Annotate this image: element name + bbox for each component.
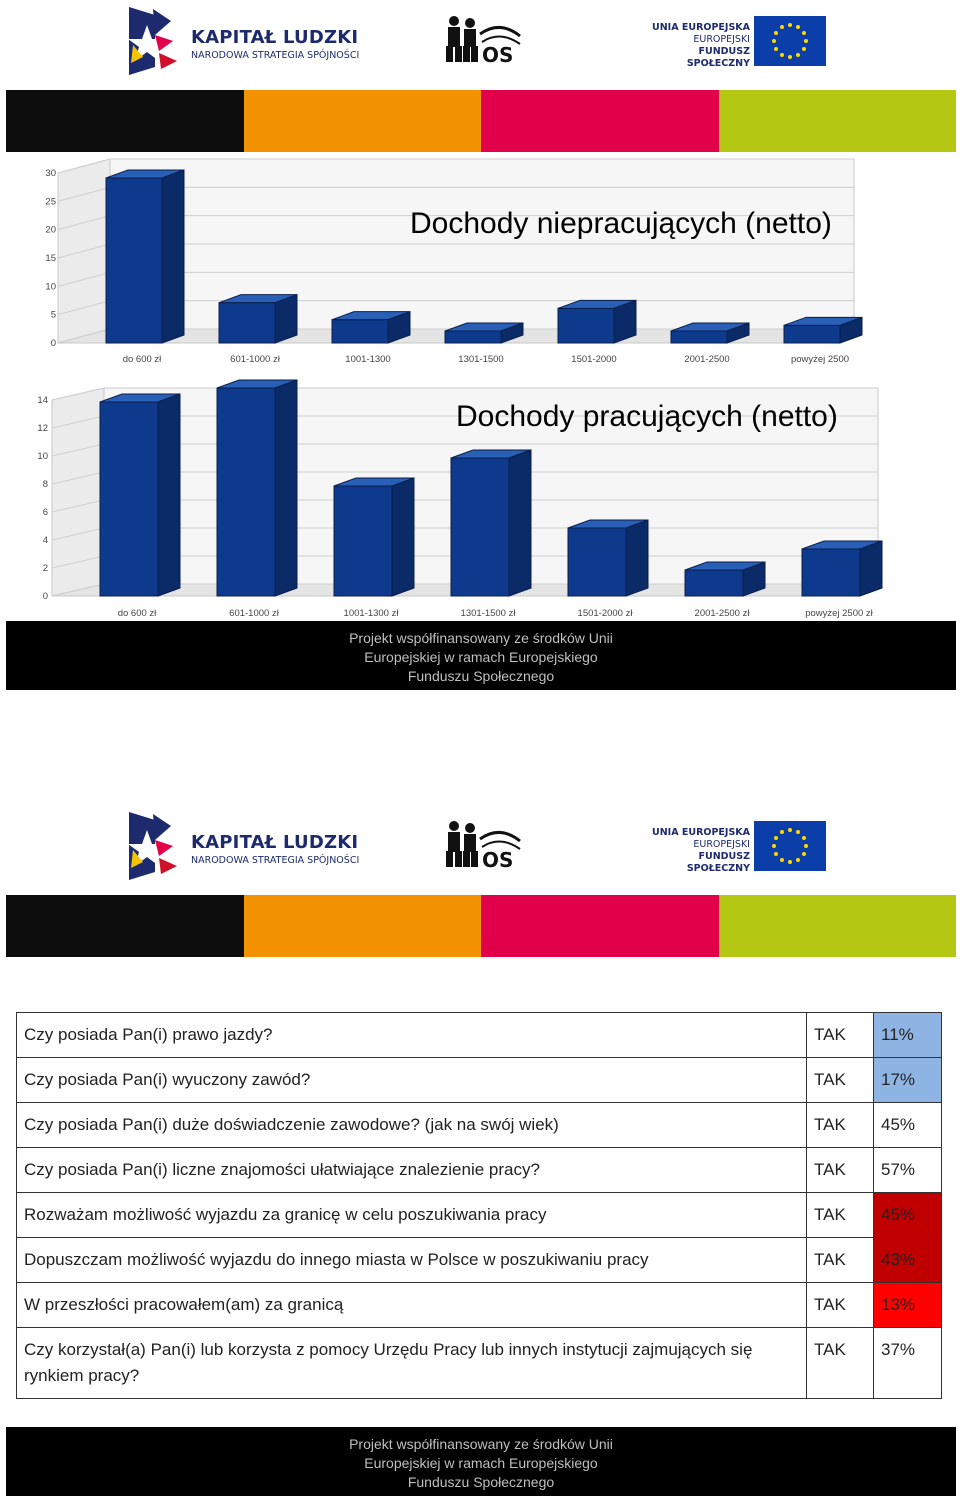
slide-income-charts xyxy=(0,0,960,700)
bar-side xyxy=(509,450,531,596)
footer-line3: Funduszu Społecznego xyxy=(407,668,555,684)
bar-front xyxy=(685,570,743,596)
question-cell: Rozważam możliwość wyjazdu za granicę w celu poszukiwania pracy xyxy=(17,1193,807,1238)
footer-line1: Projekt współfinansowany ze środków Unii xyxy=(349,630,613,646)
table-row xyxy=(17,1238,942,1283)
bar xyxy=(802,541,882,596)
bar xyxy=(332,312,410,343)
bar-front xyxy=(451,458,509,596)
table-row xyxy=(17,1013,942,1058)
y-tick-label: 10 xyxy=(37,451,48,462)
bar-front xyxy=(217,388,275,596)
bar xyxy=(451,450,531,596)
bar xyxy=(106,170,184,343)
survey-table xyxy=(16,1012,942,1399)
bar xyxy=(334,478,414,596)
answer-cell: TAK xyxy=(807,1328,874,1399)
x-tick-label: 1501-2000 xyxy=(571,354,617,365)
footer-line2: Europejskiej w ramach Europejskiego xyxy=(364,649,598,665)
y-tick-label: 25 xyxy=(45,196,56,208)
color-band xyxy=(6,895,956,957)
y-tick-label: 14 xyxy=(37,395,48,406)
bar-front xyxy=(219,303,275,343)
x-tick-label: 1301-1500 zł xyxy=(460,608,516,619)
answer-cell: TAK xyxy=(807,1193,874,1238)
question-cell: Czy posiada Pan(i) duże doświadczenie zawodowe? (jak na swój wiek) xyxy=(17,1103,807,1148)
bar xyxy=(568,520,648,596)
kapital-ludzki-logo xyxy=(125,810,365,882)
percent-cell: 57% xyxy=(874,1148,942,1193)
eu-text-line3: FUNDUSZ SPOŁECZNY xyxy=(686,851,750,874)
band-segment-2 xyxy=(244,895,482,957)
answer-cell: TAK xyxy=(807,1103,874,1148)
bar xyxy=(219,295,297,343)
bar-front xyxy=(100,402,158,596)
income-charts xyxy=(0,0,960,625)
bar-front xyxy=(784,325,840,343)
x-tick-label: do 600 zł xyxy=(122,354,162,365)
chart-title: Dochody niepracujących (netto) xyxy=(410,207,832,240)
bar-front xyxy=(558,308,614,343)
bar-side xyxy=(162,170,184,343)
bar-front xyxy=(445,331,501,343)
eu-text-line2: EUROPEJSKI xyxy=(693,34,750,45)
percent-cell: 11% xyxy=(874,1013,942,1058)
footer-line3: Funduszu Społecznego xyxy=(407,1474,555,1490)
bar-side xyxy=(614,300,636,343)
answer-cell: TAK xyxy=(807,1058,874,1103)
percent-cell: 13% xyxy=(874,1283,942,1328)
bar-front xyxy=(334,486,392,596)
eu-text-line1: UNIA EUROPEJSKA xyxy=(652,827,750,838)
table-row xyxy=(17,1103,942,1148)
table-row xyxy=(17,1283,942,1328)
band-segment-3 xyxy=(481,895,719,957)
bar-front xyxy=(332,320,388,343)
y-tick-label: 10 xyxy=(45,281,56,293)
y-tick-label: 2 xyxy=(42,563,48,574)
kapital-ludzki-title: KAPITAŁ LUDZKI xyxy=(191,27,359,48)
kapital-ludzki-subtitle: NARODOWA STRATEGIA SPÓJNOŚCI xyxy=(191,50,360,61)
question-cell: Czy korzystał(a) Pan(i) lub korzysta z pomocy Urzędu Pracy lub innych instytucji zajmujących się rynkiem pracy? xyxy=(17,1328,807,1399)
y-tick-label: 20 xyxy=(45,224,56,236)
x-tick-label: 601-1000 zł xyxy=(230,354,280,365)
table-row xyxy=(17,1148,942,1193)
svg-text:OS: OS xyxy=(482,848,514,871)
band-segment-4 xyxy=(719,895,957,957)
eu-text-line1: UNIA EUROPEJSKA xyxy=(652,22,750,33)
chart-non-working-income xyxy=(45,159,862,365)
footer-line1: Projekt współfinansowany ze środków Unii xyxy=(349,1436,613,1452)
footer-cofinancing xyxy=(6,621,956,690)
question-cell: Dopuszczam możliwość wyjazdu do innego miasta w Polsce w poszukiwaniu pracy xyxy=(17,1238,807,1283)
bar-side xyxy=(158,394,180,596)
bar-side xyxy=(392,478,414,596)
band-segment-1 xyxy=(6,895,244,957)
chart-title: Dochody pracujących (netto) xyxy=(456,400,838,433)
chart-working-income xyxy=(37,380,882,619)
x-tick-label: 1501-2000 zł xyxy=(577,608,633,619)
slide-survey-table xyxy=(0,805,960,1496)
bar-side xyxy=(275,295,297,343)
bar xyxy=(558,300,636,343)
eu-text-line2: EUROPEJSKI xyxy=(693,839,750,850)
bar xyxy=(217,380,297,596)
y-tick-label: 8 xyxy=(42,479,48,490)
bar-front xyxy=(671,331,727,343)
percent-cell: 17% xyxy=(874,1058,942,1103)
y-tick-label: 5 xyxy=(50,309,56,321)
footer-cofinancing xyxy=(6,1427,956,1496)
x-tick-label: 1001-1300 xyxy=(345,354,391,365)
bar xyxy=(685,562,765,596)
logo-row xyxy=(0,805,960,890)
answer-cell: TAK xyxy=(807,1283,874,1328)
x-tick-label: 2001-2500 xyxy=(684,354,730,365)
question-cell: Czy posiada Pan(i) prawo jazdy? xyxy=(17,1013,807,1058)
answer-cell: TAK xyxy=(807,1238,874,1283)
question-cell: W przeszłości pracowałem(am) za granicą xyxy=(17,1283,807,1328)
footer-line2: Europejskiej w ramach Europejskiego xyxy=(364,1455,598,1471)
bar-side xyxy=(860,541,882,596)
y-tick-label: 30 xyxy=(45,168,56,179)
y-tick-label: 6 xyxy=(42,507,48,518)
eu-flag-icon xyxy=(754,821,826,871)
y-tick-label: 0 xyxy=(50,338,56,349)
bar-side xyxy=(626,520,648,596)
mosir-emblem-icon xyxy=(440,817,524,871)
question-cell: Czy posiada Pan(i) wyuczony zawód? xyxy=(17,1058,807,1103)
percent-cell: 43% xyxy=(874,1238,942,1283)
eu-text-line3: FUNDUSZ SPOŁECZNY xyxy=(686,46,750,69)
bar xyxy=(100,394,180,596)
y-tick-label: 12 xyxy=(37,423,48,434)
question-cell: Czy posiada Pan(i) liczne znajomości ułatwiające znalezienie pracy? xyxy=(17,1148,807,1193)
x-tick-label: powyżej 2500 zł xyxy=(805,608,873,619)
answer-cell: TAK xyxy=(807,1148,874,1193)
x-tick-label: 1301-1500 xyxy=(458,354,504,365)
eu-efs-logo xyxy=(646,821,826,874)
x-tick-label: 2001-2500 zł xyxy=(694,608,750,619)
kapital-ludzki-subtitle: NARODOWA STRATEGIA SPÓJNOŚCI xyxy=(191,855,360,866)
kapital-ludzki-title: KAPITAŁ LUDZKI xyxy=(191,832,359,853)
y-tick-label: 4 xyxy=(42,535,48,546)
mosir-logo xyxy=(440,817,524,871)
chart-side-wall xyxy=(52,388,104,596)
bar-side xyxy=(275,380,297,596)
answer-cell: TAK xyxy=(807,1013,874,1058)
kapital-ludzki-emblem-icon xyxy=(125,810,187,882)
percent-cell: 37% xyxy=(874,1328,942,1399)
bar-front xyxy=(568,528,626,596)
svg-text:OS: OS xyxy=(482,43,514,66)
table-row xyxy=(17,1328,942,1399)
table-row xyxy=(17,1058,942,1103)
table-row xyxy=(17,1193,942,1238)
percent-cell: 45% xyxy=(874,1103,942,1148)
percent-cell: 45% xyxy=(874,1193,942,1238)
x-tick-label: 1001-1300 zł xyxy=(343,608,399,619)
bar-front xyxy=(802,549,860,596)
y-tick-label: 0 xyxy=(42,591,48,602)
y-tick-label: 15 xyxy=(45,253,56,264)
x-tick-label: 601-1000 zł xyxy=(229,608,279,619)
bar xyxy=(784,317,862,343)
x-tick-label: do 600 zł xyxy=(117,608,157,619)
bar-front xyxy=(106,178,162,343)
x-tick-label: powyżej 2500 xyxy=(790,354,850,365)
